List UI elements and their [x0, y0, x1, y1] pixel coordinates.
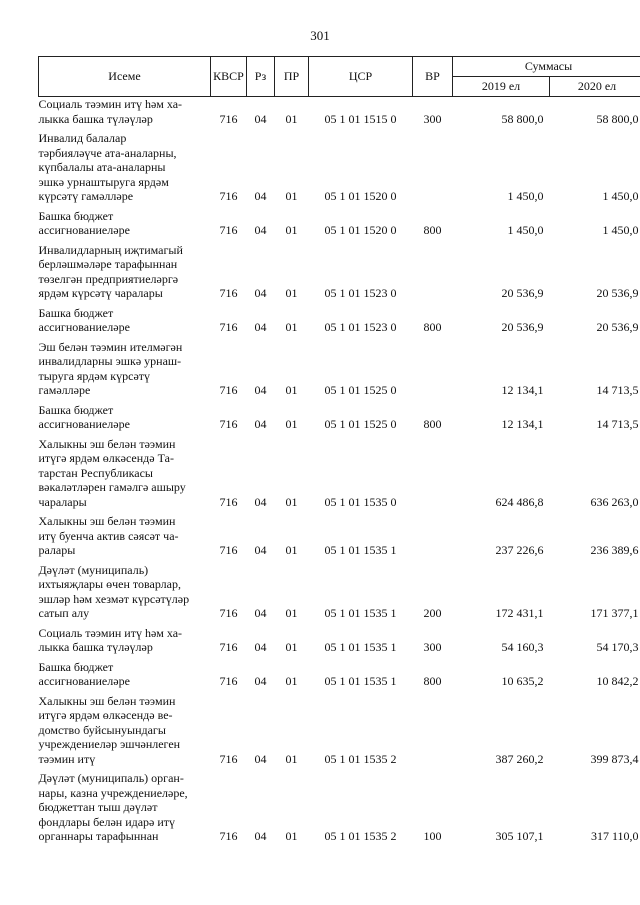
- row-name-line: бюджеттан тыш дәүләт: [38, 800, 158, 814]
- row-vr: 300: [423, 640, 442, 654]
- row-kvsr: 716: [219, 606, 238, 620]
- row-name-line: Башка бюджет: [38, 305, 114, 320]
- header-year-2020: 2020 ел: [550, 77, 640, 97]
- row-tsr: 05 1 01 1535 1: [324, 543, 397, 557]
- table-row: [39, 243, 640, 301]
- row-pr: 01: [285, 111, 298, 126]
- row-vr: [413, 131, 453, 204]
- row-pr: 01: [285, 751, 298, 766]
- row-name-line: нары, казна учреждениеләре,: [38, 785, 188, 800]
- row-name-line: итүгә ярдәм өлкәсендә ве-: [38, 708, 173, 722]
- row-name: [39, 626, 211, 655]
- row-tsr: 05 1 01 1523 0: [324, 286, 397, 300]
- row-pr: 01: [285, 543, 298, 557]
- row-name-line: гамәлләре: [38, 383, 91, 397]
- row-name-line: лыкка башка түләүләр: [38, 111, 153, 126]
- row-name-line: ассигнованиеләре: [38, 417, 130, 431]
- table-row: [39, 306, 640, 335]
- row-kvsr: 716: [219, 286, 238, 300]
- row-pr: 01: [285, 223, 298, 237]
- row-name: [39, 340, 211, 398]
- row-sum-2020: 1 450,0: [602, 189, 639, 203]
- row-name-line: учреждениеләр эшчәнлеген: [38, 737, 181, 751]
- row-name-line: ралары: [38, 543, 76, 557]
- row-vr: 800: [423, 674, 442, 688]
- row-rz: 04: [254, 494, 267, 509]
- row-vr: 800: [423, 223, 442, 237]
- row-sum-2020: 10 842,2: [596, 674, 639, 688]
- row-sum-2019: 12 134,1: [501, 383, 544, 397]
- row-pr: 01: [285, 189, 298, 203]
- row-sum-2019: 305 107,1: [495, 829, 544, 843]
- row-rz: 04: [254, 640, 267, 654]
- row-pr: 01: [285, 606, 298, 620]
- row-name: [39, 563, 211, 621]
- row-kvsr: 716: [219, 751, 238, 766]
- row-vr: [413, 243, 453, 301]
- table-body: [39, 97, 640, 844]
- row-name-line: Дәүләт (муниципаль): [38, 562, 149, 577]
- row-vr: [413, 340, 453, 398]
- row-rz: 04: [254, 606, 267, 620]
- row-name: [39, 437, 211, 510]
- row-kvsr: 716: [219, 494, 238, 509]
- table-row: [39, 694, 640, 767]
- row-name-line: Халыкны эш белән тәэмин: [38, 514, 176, 528]
- row-rz: 04: [254, 751, 267, 766]
- row-name-line: күрсәтү гамәлләре: [38, 189, 134, 203]
- row-rz: 04: [254, 829, 267, 843]
- row-sum-2019: 1 450,0: [507, 189, 544, 203]
- row-name: [39, 694, 211, 767]
- row-sum-2020: 14 713,5: [596, 383, 639, 397]
- header-vr: ВР: [413, 57, 453, 97]
- row-name-line: Халыкны эш белән тәэмин: [38, 436, 176, 451]
- table-row: [39, 626, 640, 655]
- row-name-line: тыруга ярдәм күрсәтү: [38, 368, 151, 383]
- row-tsr: 05 1 01 1535 0: [324, 494, 397, 509]
- row-sum-2020: 54 170,3: [596, 640, 639, 654]
- row-name-line: эшләр һәм хезмәт күрсәтүләр: [38, 591, 190, 606]
- row-pr: 01: [285, 417, 298, 431]
- row-sum-2020: 14 713,5: [596, 417, 639, 431]
- row-sum-2020: 171 377,1: [590, 606, 639, 620]
- row-name-line: Башка бюджет: [38, 402, 114, 417]
- row-name-line: Инвалид балалар: [38, 131, 127, 145]
- table-row: [39, 563, 640, 621]
- row-rz: 04: [254, 674, 267, 688]
- row-rz: 04: [254, 417, 267, 431]
- row-name-line: итү буенча актив сәясәт ча-: [38, 528, 179, 543]
- row-sum-2019: 58 800,0: [501, 111, 544, 126]
- row-kvsr: 716: [219, 829, 238, 843]
- row-name-line: Башка бюджет: [38, 208, 114, 223]
- row-vr: 300: [423, 111, 442, 126]
- table-row: [39, 403, 640, 432]
- row-name: [39, 209, 211, 238]
- row-tsr: 05 1 01 1525 0: [324, 417, 397, 431]
- row-name-line: лыкка башка түләүләр: [38, 640, 153, 654]
- row-sum-2020: 399 873,4: [590, 751, 639, 766]
- row-sum-2020: 236 389,6: [590, 543, 639, 557]
- row-sum-2019: 1 450,0: [507, 223, 544, 237]
- header-tsr: ЦСР: [309, 57, 413, 97]
- row-vr: 800: [423, 320, 442, 334]
- row-vr: 800: [423, 417, 442, 431]
- row-name-line: төзелгән предприятиеләргә: [38, 271, 179, 286]
- row-name-line: Социаль тәэмин итү һәм ха-: [38, 625, 183, 640]
- row-rz: 04: [254, 189, 267, 203]
- row-tsr: 05 1 01 1525 0: [324, 383, 397, 397]
- row-kvsr: 716: [219, 383, 238, 397]
- row-pr: 01: [285, 286, 298, 300]
- row-sum-2019: 624 486,8: [495, 494, 544, 509]
- row-vr: 200: [423, 606, 442, 620]
- row-name-line: ассигнованиеләре: [38, 320, 130, 334]
- row-vr: [413, 694, 453, 767]
- table-row: [39, 660, 640, 689]
- row-name-line: вәкаләтләрен гамәлгә ашыру: [38, 480, 186, 494]
- row-kvsr: 716: [219, 189, 238, 203]
- row-vr: [413, 514, 453, 558]
- row-name-line: органнары тарафыннан: [38, 829, 159, 843]
- row-rz: 04: [254, 111, 267, 126]
- row-pr: 01: [285, 674, 298, 688]
- header-year-2019: 2019 ел: [453, 77, 550, 97]
- row-name-line: ассигнованиеләре: [38, 674, 130, 688]
- row-sum-2020: 20 536,9: [596, 320, 639, 334]
- row-sum-2020: 1 450,0: [602, 223, 639, 237]
- row-tsr: 05 1 01 1520 0: [324, 223, 397, 237]
- row-rz: 04: [254, 320, 267, 334]
- row-name: [39, 131, 211, 204]
- row-tsr: 05 1 01 1520 0: [324, 189, 397, 203]
- row-name: [39, 514, 211, 558]
- row-kvsr: 716: [219, 640, 238, 654]
- table-row: [39, 771, 640, 844]
- row-sum-2019: 172 431,1: [495, 606, 544, 620]
- row-kvsr: 716: [219, 417, 238, 431]
- row-vr: 100: [423, 829, 442, 843]
- row-kvsr: 716: [219, 223, 238, 237]
- row-name-line: фондлары белән идарә итү: [38, 814, 176, 829]
- row-name-line: чаралары: [38, 494, 87, 509]
- row-kvsr: 716: [219, 674, 238, 688]
- row-name-line: домство буйсынуындагы: [38, 722, 166, 737]
- row-name-line: тәрбияләүче ата-аналарны,: [38, 145, 177, 160]
- row-tsr: 05 1 01 1535 2: [324, 829, 397, 843]
- row-pr: 01: [285, 829, 298, 843]
- row-sum-2019: 12 134,1: [501, 417, 544, 431]
- row-tsr: 05 1 01 1523 0: [324, 320, 397, 334]
- row-name-line: Башка бюджет: [38, 659, 114, 674]
- table-row: [39, 340, 640, 398]
- row-kvsr: 716: [219, 320, 238, 334]
- row-sum-2020: 58 800,0: [596, 111, 639, 126]
- table-row: [39, 514, 640, 558]
- row-name-line: Инвалидларның иҗтимагый: [38, 242, 183, 257]
- row-name-line: ихтыяҗлары өчен товарлар,: [38, 577, 181, 591]
- row-name: [39, 243, 211, 301]
- row-rz: 04: [254, 383, 267, 397]
- budget-table: [38, 56, 640, 844]
- row-name: [39, 306, 211, 335]
- page-number: 301: [310, 28, 330, 43]
- row-name-line: тарстан Республикасы: [38, 465, 153, 480]
- row-name-line: сатып алу: [38, 606, 90, 620]
- row-tsr: 05 1 01 1535 2: [324, 751, 397, 766]
- row-name-line: күпбалалы ата-аналарны: [38, 160, 166, 174]
- row-name-line: ассигнованиеләре: [38, 223, 130, 237]
- header-sums: Суммасы: [453, 57, 640, 77]
- header-rz: Рз: [247, 57, 275, 97]
- row-rz: 04: [254, 223, 267, 237]
- row-name-line: Дәүләт (муниципаль) орган-: [38, 771, 184, 785]
- row-sum-2019: 20 536,9: [501, 320, 544, 334]
- row-vr: [413, 437, 453, 510]
- row-sum-2019: 387 260,2: [495, 751, 544, 766]
- row-name-line: Социаль тәэмин итү һәм ха-: [38, 97, 183, 111]
- row-rz: 04: [254, 286, 267, 300]
- row-sum-2019: 54 160,3: [501, 640, 544, 654]
- row-name-line: эшкә урнаштыруга ярдәм: [38, 174, 169, 189]
- table-row: [39, 209, 640, 238]
- row-name-line: ярдәм күрсәтү чаралары: [38, 286, 163, 300]
- row-name-line: инвалидларны эшкә урнаш-: [38, 354, 182, 368]
- row-rz: 04: [254, 543, 267, 557]
- row-sum-2020: 317 110,0: [590, 829, 639, 843]
- row-name: [39, 403, 211, 432]
- row-name: [39, 660, 211, 689]
- row-tsr: 05 1 01 1535 1: [324, 606, 397, 620]
- row-sum-2020: 20 536,9: [596, 286, 639, 300]
- row-sum-2019: 237 226,6: [495, 543, 544, 557]
- row-name-line: Халыкны эш белән тәэмин: [38, 693, 176, 708]
- row-tsr: 05 1 01 1515 0: [324, 111, 397, 126]
- row-pr: 01: [285, 640, 298, 654]
- row-tsr: 05 1 01 1535 1: [324, 674, 397, 688]
- row-pr: 01: [285, 494, 298, 509]
- row-sum-2020: 636 263,0: [590, 494, 639, 509]
- header-pr: ПР: [275, 57, 309, 97]
- row-name: [39, 771, 211, 844]
- header-kvsr: КВСР: [211, 57, 247, 97]
- table-row: [39, 437, 640, 510]
- row-tsr: 05 1 01 1535 1: [324, 640, 397, 654]
- row-name-line: берләшмәләре тарафыннан: [38, 257, 178, 271]
- row-kvsr: 716: [219, 111, 238, 126]
- row-name-line: итүгә ярдәм өлкәсендә Та-: [38, 451, 174, 465]
- row-name-line: Эш белән тәэмин ителмәгән: [38, 339, 183, 354]
- table-row: [39, 131, 640, 204]
- row-name: [39, 97, 211, 127]
- row-sum-2019: 10 635,2: [501, 674, 544, 688]
- table-row: [39, 97, 640, 127]
- row-pr: 01: [285, 320, 298, 334]
- row-kvsr: 716: [219, 543, 238, 557]
- header-name: Исеме: [39, 57, 211, 97]
- row-name-line: тәэмин итү: [38, 751, 96, 766]
- row-pr: 01: [285, 383, 298, 397]
- row-sum-2019: 20 536,9: [501, 286, 544, 300]
